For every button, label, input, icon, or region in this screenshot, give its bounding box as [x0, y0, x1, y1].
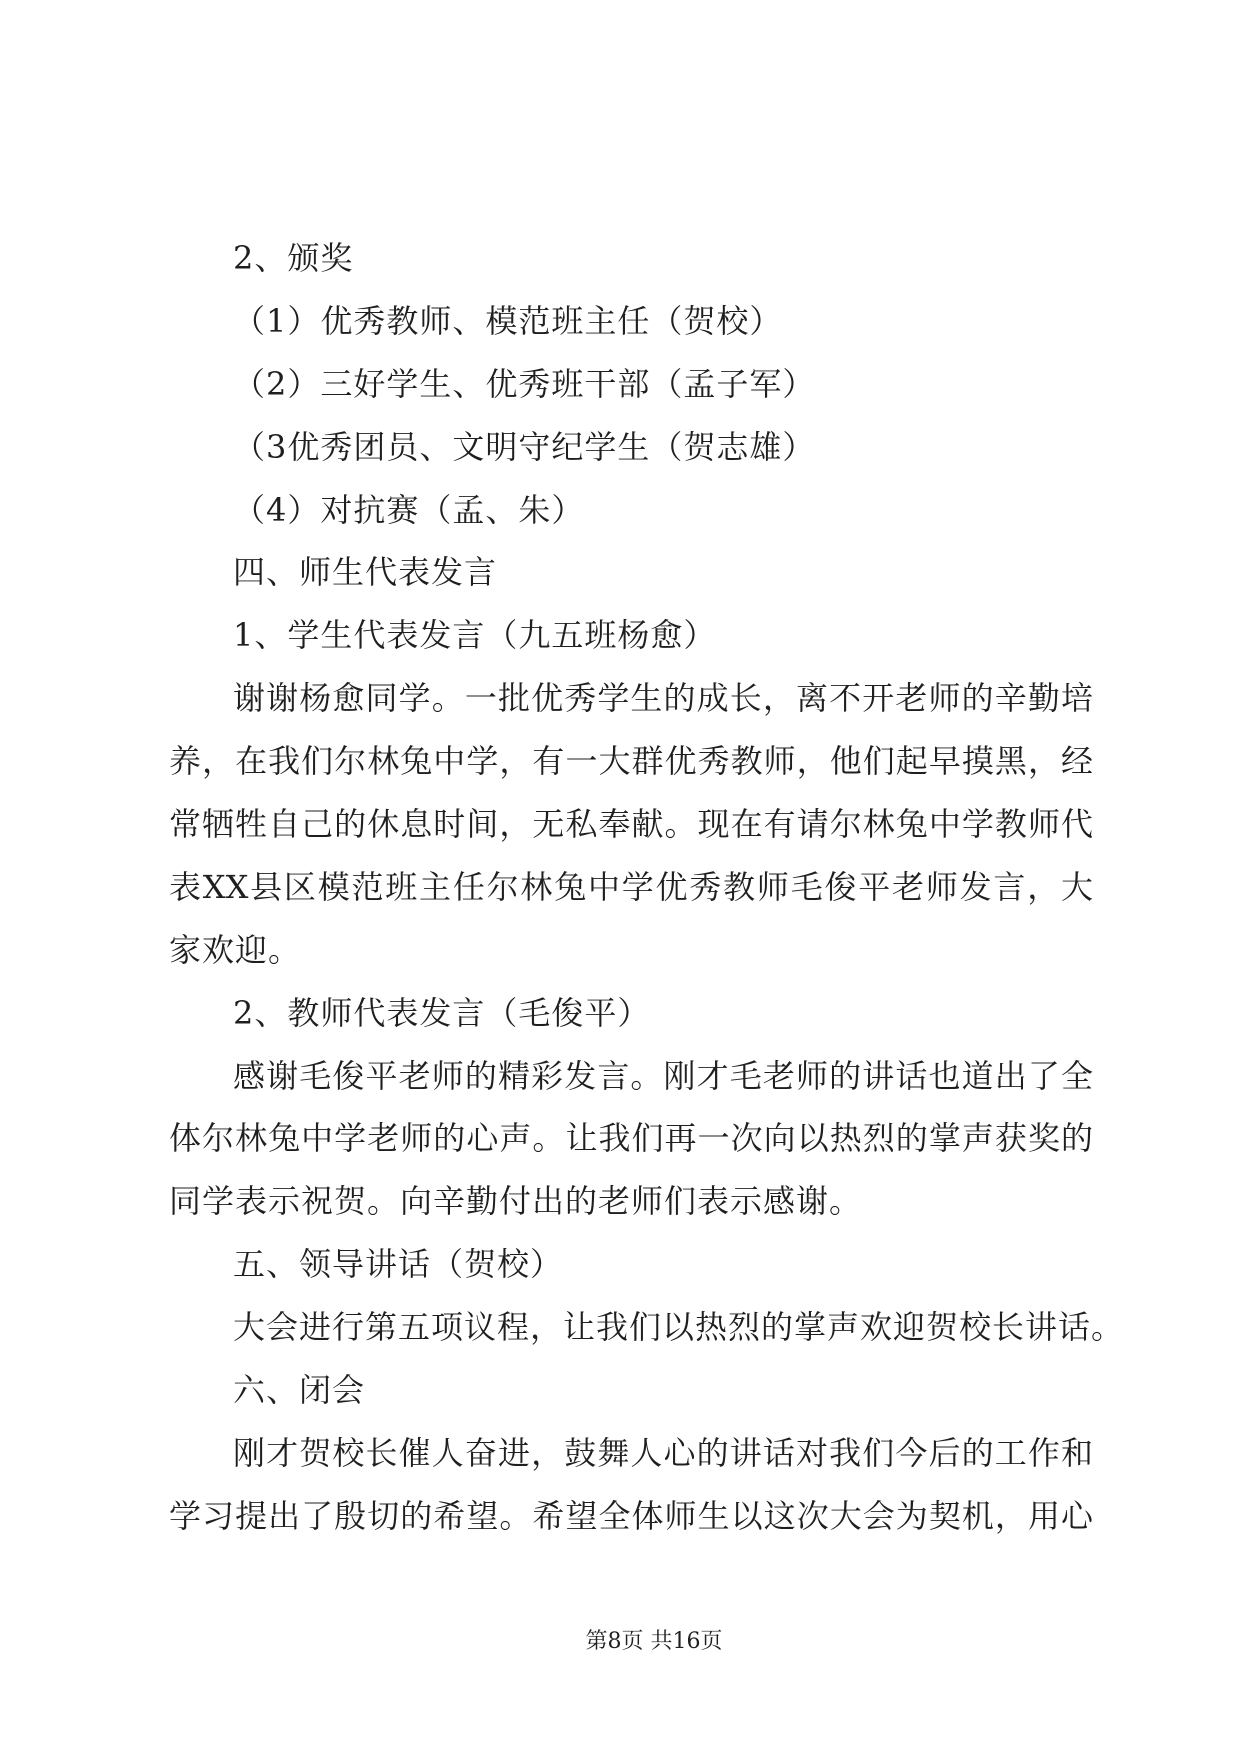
page-footer: 第8页 共16页 — [585, 1629, 723, 1654]
paragraph-line: 感谢毛俊平老师的精彩发言。刚才毛老师的讲话也道出了全 — [233, 1056, 1093, 1095]
paragraph — [169, 1045, 1093, 1234]
award-item: （2）三好学生、优秀班干部（孟子军） — [233, 364, 816, 403]
paragraph — [169, 1296, 1125, 1359]
paragraph-line: 常牺牲自己的休息时间，无私奉献。现在有请尔林兔中学教师代 — [169, 805, 1093, 844]
paragraph-line: 家欢迎。 — [169, 930, 302, 969]
document-body — [169, 227, 1125, 1548]
award-heading: 2、颁奖 — [233, 239, 354, 277]
paragraph-line: 表XX县区模范班主任尔林兔中学优秀教师毛俊平老师发言，大 — [169, 867, 1093, 906]
award-item: （1）优秀教师、模范班主任（贺校） — [233, 301, 783, 340]
subsection-heading: 1、学生代表发言（九五班杨愈） — [233, 616, 717, 655]
award-item: （3优秀团员、文明守纪学生（贺志雄） — [233, 427, 816, 466]
section-heading: 四、师生代表发言 — [233, 553, 498, 592]
award-item: （4）对抗赛（孟、朱） — [233, 490, 585, 529]
paragraph-line: 大会进行第五项议程，让我们以热烈的掌声欢迎贺校长讲话。 — [233, 1308, 1125, 1347]
subsection-heading: 2、教师代表发言（毛俊平） — [233, 993, 651, 1032]
teacher-speech — [169, 982, 1093, 1234]
section-5 — [169, 1233, 1125, 1359]
paragraph-line: 学习提出了殷切的希望。希望全体师生以这次大会为契机，用心 — [169, 1496, 1093, 1535]
section-6 — [169, 1359, 1093, 1548]
paragraph — [169, 1422, 1093, 1548]
section-heading: 六、闭会 — [233, 1371, 366, 1410]
award-section — [169, 227, 1093, 541]
section-heading: 五、领导讲话（贺校） — [233, 1245, 564, 1284]
paragraph-line: 养，在我们尔林兔中学，有一大群优秀教师，他们起早摸黑，经 — [169, 742, 1093, 781]
paragraph-line: 刚才贺校长催人奋进，鼓舞人心的讲话对我们今后的工作和 — [233, 1433, 1093, 1472]
section-4 — [169, 541, 1093, 1233]
paragraph-line: 体尔林兔中学老师的心声。让我们再一次向以热烈的掌声获奖的 — [169, 1119, 1093, 1158]
paragraph-line: 谢谢杨愈同学。一批优秀学生的成长，离不开老师的辛勤培 — [233, 679, 1093, 718]
paragraph — [169, 667, 1093, 981]
student-speech — [169, 604, 1093, 981]
paragraph-line: 同学表示祝贺。向辛勤付出的老师们表示感谢。 — [169, 1182, 863, 1221]
